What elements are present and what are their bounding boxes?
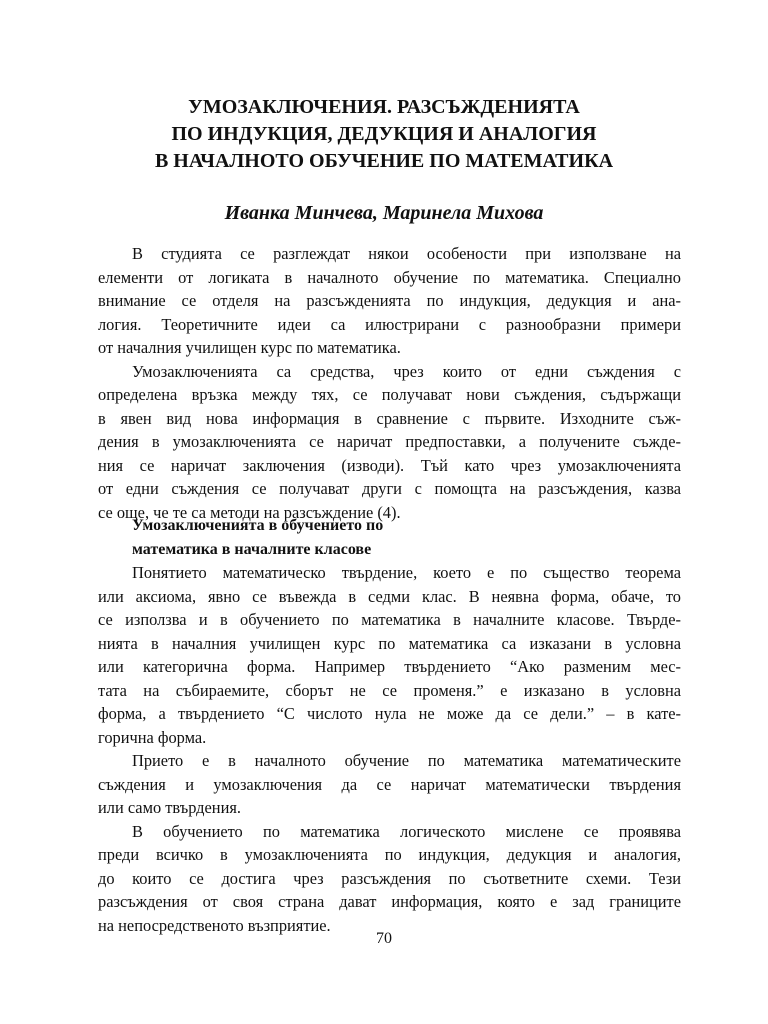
body-part-1: [98, 242, 681, 524]
intro-paragraph: [98, 360, 681, 525]
section-heading: [98, 514, 681, 561]
text-line: ния се наричат заключения (изводи). Тъй като чрез умозаключенията: [98, 455, 681, 475]
text-line: дения в умозаключенията се наричат предпоставки, а получените съжде-: [98, 432, 681, 451]
text-line: В студията се разглеждат някои особености при използване на: [132, 244, 681, 263]
text-line: нията в началния училищен курс по математика са изказани в условна: [98, 633, 681, 653]
title-line-3: В НАЧАЛНОТО ОБУЧЕНИЕ ПО МАТЕМАТИКА: [154, 150, 614, 172]
text-line: разсъждения от своя страна дават информация, която е зад границите: [98, 892, 681, 911]
text-line: или аксиома, явно се въвежда в седми клас. В неявна форма, обаче, то: [98, 586, 681, 606]
title-line-2: ПО ИНДУКЦИЯ, ДЕДУКЦИЯ И АНАЛОГИЯ: [171, 123, 597, 145]
text-line: Понятието математическо твърдение, което е по същество теорема: [132, 563, 681, 582]
text-line: съждения и умозаключения да се наричат математически твърдения: [98, 774, 681, 794]
text-line: форма, а твърдението “С числото нула не може да се дели.” – в кате-: [98, 704, 681, 723]
text-line: се още, че те са методи на разсъждение (4).: [98, 502, 401, 522]
text-line: Умозаключенията са средства, чрез които от едни съждения с: [132, 361, 681, 381]
text-line: или категорична форма. Например твърдението “Ако разменим мес-: [98, 657, 681, 676]
text-line: логия. Теоретичните идеи са илюстрирани с разнообразни примери: [98, 314, 681, 334]
article-title: [90, 94, 678, 175]
text-line: определена връзка между тях, се получават нови съждения, съдържащи: [98, 385, 681, 404]
section-heading-line-2: математика в началните класове: [132, 540, 372, 558]
text-line: или само твърдения.: [98, 798, 241, 817]
text-line: преди всичко в умозаключенията по индукция, дедукция и аналогия,: [98, 845, 681, 864]
text-line: на непосредственото възприятие.: [98, 915, 331, 935]
text-line: Прието е в началното обучение по математика математическите: [132, 751, 681, 770]
text-line: от началния училищен курс по математика.: [98, 338, 401, 357]
body-part-2: [98, 514, 681, 937]
article-authors: Иванка Минчева, Маринела Михова: [224, 202, 544, 224]
paragraph-2: [98, 749, 681, 820]
text-line: горична форма.: [98, 727, 207, 747]
text-line: внимание се отделя на разсъжденията по индукция, дедукция и ана-: [98, 291, 681, 310]
title-line-1: УМОЗАКЛЮЧЕНИЯ. РАЗСЪЖДЕНИЯТА: [188, 96, 580, 118]
paragraph-1: [98, 561, 681, 749]
paragraph-3: [98, 820, 681, 938]
abstract-paragraph: [98, 242, 681, 360]
text-line: В обучението по математика логическото мислене се проявява: [132, 821, 681, 841]
text-line: се използва и в обучението по математика в началните класове. Твърде-: [98, 610, 681, 629]
text-line: елементи от логиката в началното обучение по математика. Специално: [98, 267, 681, 287]
page-number: 70: [376, 930, 392, 947]
text-line: в явен вид нова информация в сравнение с първите. Изходните съж-: [98, 408, 681, 428]
section-heading-line-1: Умозаключенията в обучението по: [132, 517, 384, 534]
text-line: от едни съждения се получават други с помощта на разсъждения, казва: [98, 479, 681, 498]
text-line: тата на събираемите, сборът не се променя.” е изказано в условна: [98, 680, 681, 700]
text-line: до които се достига чрез разсъждения по съответните схеми. Тези: [98, 868, 681, 888]
